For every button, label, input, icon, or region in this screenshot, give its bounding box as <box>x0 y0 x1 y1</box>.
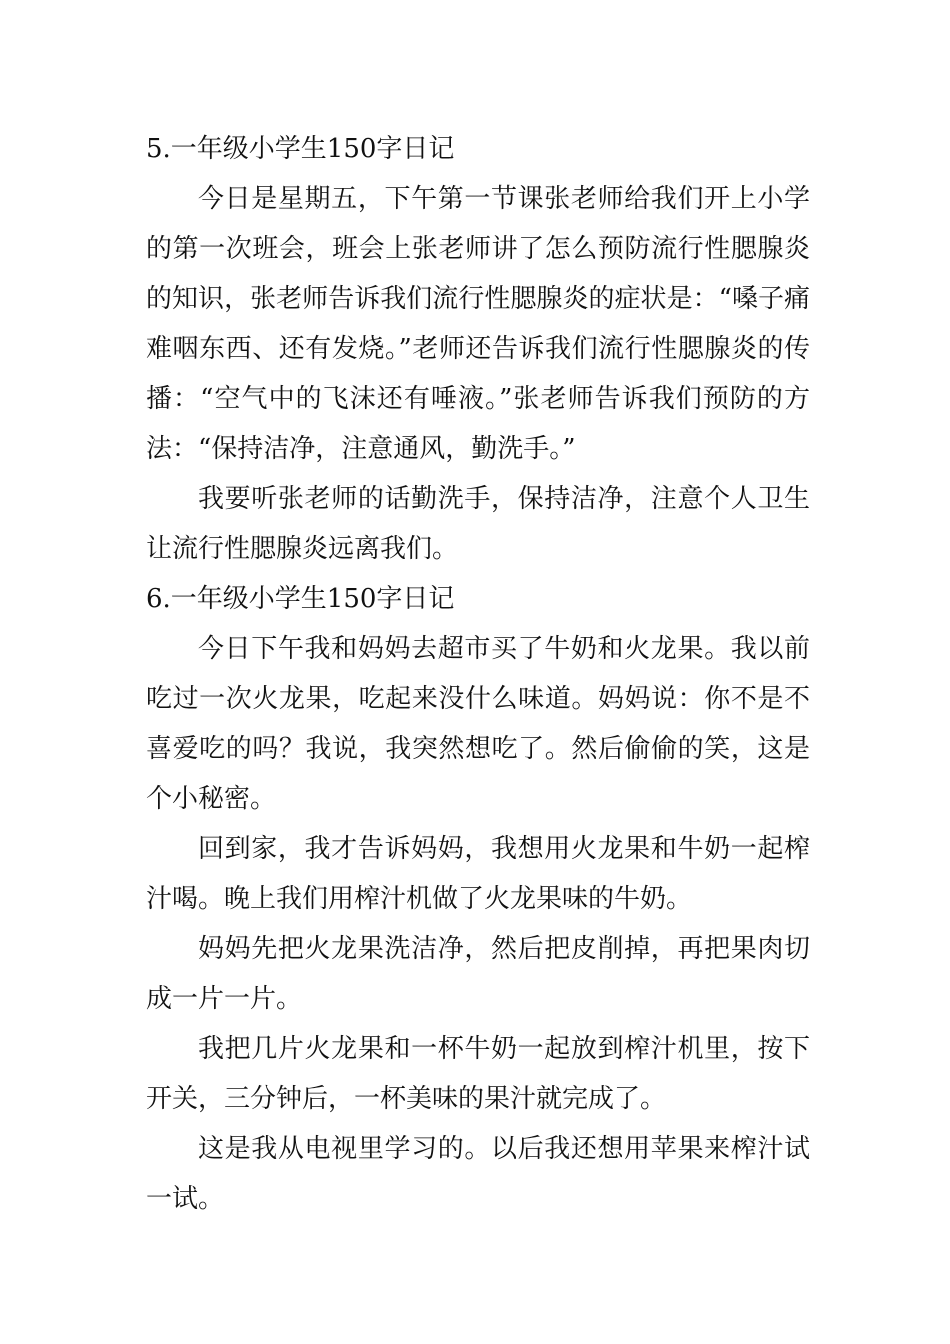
paragraph: 回到家，我才告诉妈妈，我想用火龙果和牛奶一起榨汁喝。晚上我们用榨汁机做了火龙果味的牛奶。 <box>146 834 810 914</box>
document-page <box>146 124 810 1224</box>
diary-section-6 <box>146 574 810 1224</box>
section-heading: 6.一年级小学生150字日记 <box>146 584 455 614</box>
paragraph: 我把几片火龙果和一杯牛奶一起放到榨汁机里，按下开关，三分钟后，一杯美味的果汁就完成了。 <box>146 1034 810 1114</box>
section-heading: 5.一年级小学生150字日记 <box>146 134 455 164</box>
paragraph: 这是我从电视里学习的。以后我还想用苹果来榨汁试一试。 <box>146 1134 810 1214</box>
paragraph: 今日是星期五，下午第一节课张老师给我们开上小学的第一次班会，班会上张老师讲了怎么预防流行性腮腺炎的知识，张老师告诉我们流行性腮腺炎的症状是：“嗓子痛难咽东西、还有发烧。”老师还告诉我们流行性腮腺炎的传播：“空气中的飞沫还有唾液。”张老师告诉我们预防的方法：“保持洁净，注意通风，勤洗手。” <box>146 184 810 464</box>
paragraph: 妈妈先把火龙果洗洁净，然后把皮削掉，再把果肉切成一片一片。 <box>146 934 810 1014</box>
diary-section-5 <box>146 124 810 574</box>
paragraph: 我要听张老师的话勤洗手，保持洁净，注意个人卫生让流行性腮腺炎远离我们。 <box>146 484 810 564</box>
paragraph: 今日下午我和妈妈去超市买了牛奶和火龙果。我以前吃过一次火龙果，吃起来没什么味道。妈妈说：你不是不喜爱吃的吗？我说，我突然想吃了。然后偷偷的笑，这是个小秘密。 <box>146 634 810 814</box>
